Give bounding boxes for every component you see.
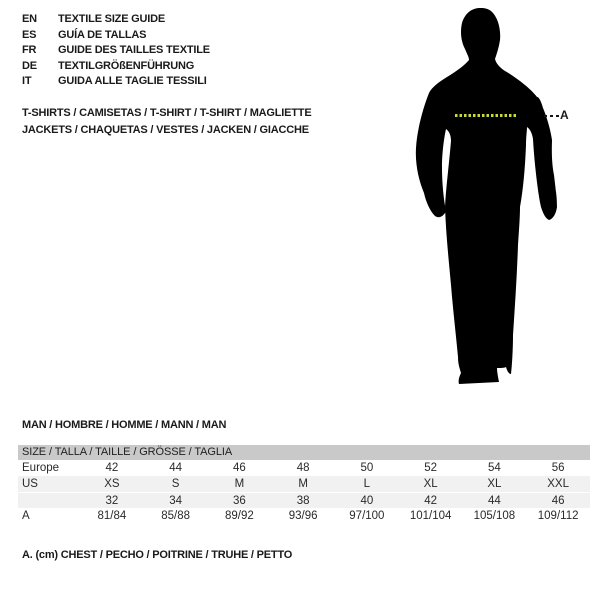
table-cell: XXL xyxy=(547,478,569,490)
table-cell: 46 xyxy=(232,462,246,474)
language-row xyxy=(22,43,210,59)
table-cell: M xyxy=(234,478,245,490)
language-label: GUIDA ALLE TAGLIE TESSILI xyxy=(58,75,207,87)
size-table-header: SIZE / TALLA / TAILLE / GRÖSSE / TAGLIA xyxy=(18,445,590,460)
table-cell: 38 xyxy=(296,495,310,507)
table-row-a-chest xyxy=(18,508,590,524)
language-code: EN xyxy=(22,13,37,25)
language-list xyxy=(22,12,210,90)
table-cell: 52 xyxy=(424,462,438,474)
table-cell: XS xyxy=(104,478,120,490)
language-row xyxy=(22,28,210,44)
table-cell: 42 xyxy=(105,462,119,474)
table-cell: 89/92 xyxy=(224,510,254,522)
language-code: ES xyxy=(22,28,37,41)
category-line-jackets: JACKETS / CHAQUETAS / VESTES / JACKEN / GIACCHE xyxy=(22,123,309,136)
language-label: TEXTILGRÖßENFÜHRUNG xyxy=(58,59,195,72)
row-label: A xyxy=(22,510,30,522)
table-cell: 50 xyxy=(360,462,374,474)
table-cell: 44 xyxy=(487,495,501,507)
section-title-man: MAN / HOMBRE / HOMME / MANN / MAN xyxy=(22,419,227,431)
chest-measure-dashed-line xyxy=(455,114,517,117)
table-cell: 42 xyxy=(424,495,438,507)
table-cell: 46 xyxy=(551,495,565,507)
language-row xyxy=(22,74,210,90)
measure-leader-dashed-line xyxy=(544,115,559,117)
language-label: GUIDE DES TAILLES TEXTILE xyxy=(58,44,210,56)
table-cell: M xyxy=(298,478,308,490)
language-code: IT xyxy=(22,75,32,87)
table-cell: XL xyxy=(423,478,438,490)
language-code: FR xyxy=(22,44,37,56)
table-cell: 101/104 xyxy=(409,510,452,522)
table-cell: 48 xyxy=(296,462,310,474)
row-label: US xyxy=(22,478,38,490)
table-cell: XL xyxy=(487,478,502,490)
table-cell: 36 xyxy=(232,495,246,507)
table-cell: 56 xyxy=(551,462,565,474)
language-code: DE xyxy=(22,59,37,72)
language-row xyxy=(22,12,210,28)
table-cell: 34 xyxy=(169,495,183,507)
language-label: TEXTILE SIZE GUIDE xyxy=(58,13,166,25)
language-row xyxy=(22,59,210,75)
table-cell: 44 xyxy=(169,462,183,474)
footnote-chest-measure: A. (cm) CHEST / PECHO / POITRINE / TRUHE / PETTO xyxy=(22,549,293,561)
language-label: GUÍA DE TALLAS xyxy=(58,28,147,41)
table-cell: 54 xyxy=(487,462,501,474)
table-cell: S xyxy=(171,478,180,490)
table-row-europe xyxy=(18,460,590,476)
table-row-us-numeric xyxy=(18,492,590,508)
measure-label-a: A xyxy=(560,108,569,122)
table-cell: L xyxy=(363,478,371,490)
category-line-tshirts: T-SHIRTS / CAMISETAS / T-SHIRT / T-SHIRT / MAGLIETTE xyxy=(22,107,312,119)
table-cell: 93/96 xyxy=(288,510,318,522)
table-cell: 32 xyxy=(105,495,119,507)
garment-categories xyxy=(22,105,311,138)
table-cell: 85/88 xyxy=(161,510,191,522)
size-table xyxy=(18,445,590,524)
table-cell: 81/84 xyxy=(97,510,127,522)
row-label xyxy=(18,493,80,508)
table-cell: 109/112 xyxy=(537,510,579,522)
table-cell: 40 xyxy=(360,495,374,507)
table-cell: 105/108 xyxy=(473,510,516,522)
man-silhouette xyxy=(413,5,563,390)
table-cell: 97/100 xyxy=(349,510,385,522)
table-row-us xyxy=(18,476,590,492)
row-label: Europe xyxy=(22,462,60,474)
